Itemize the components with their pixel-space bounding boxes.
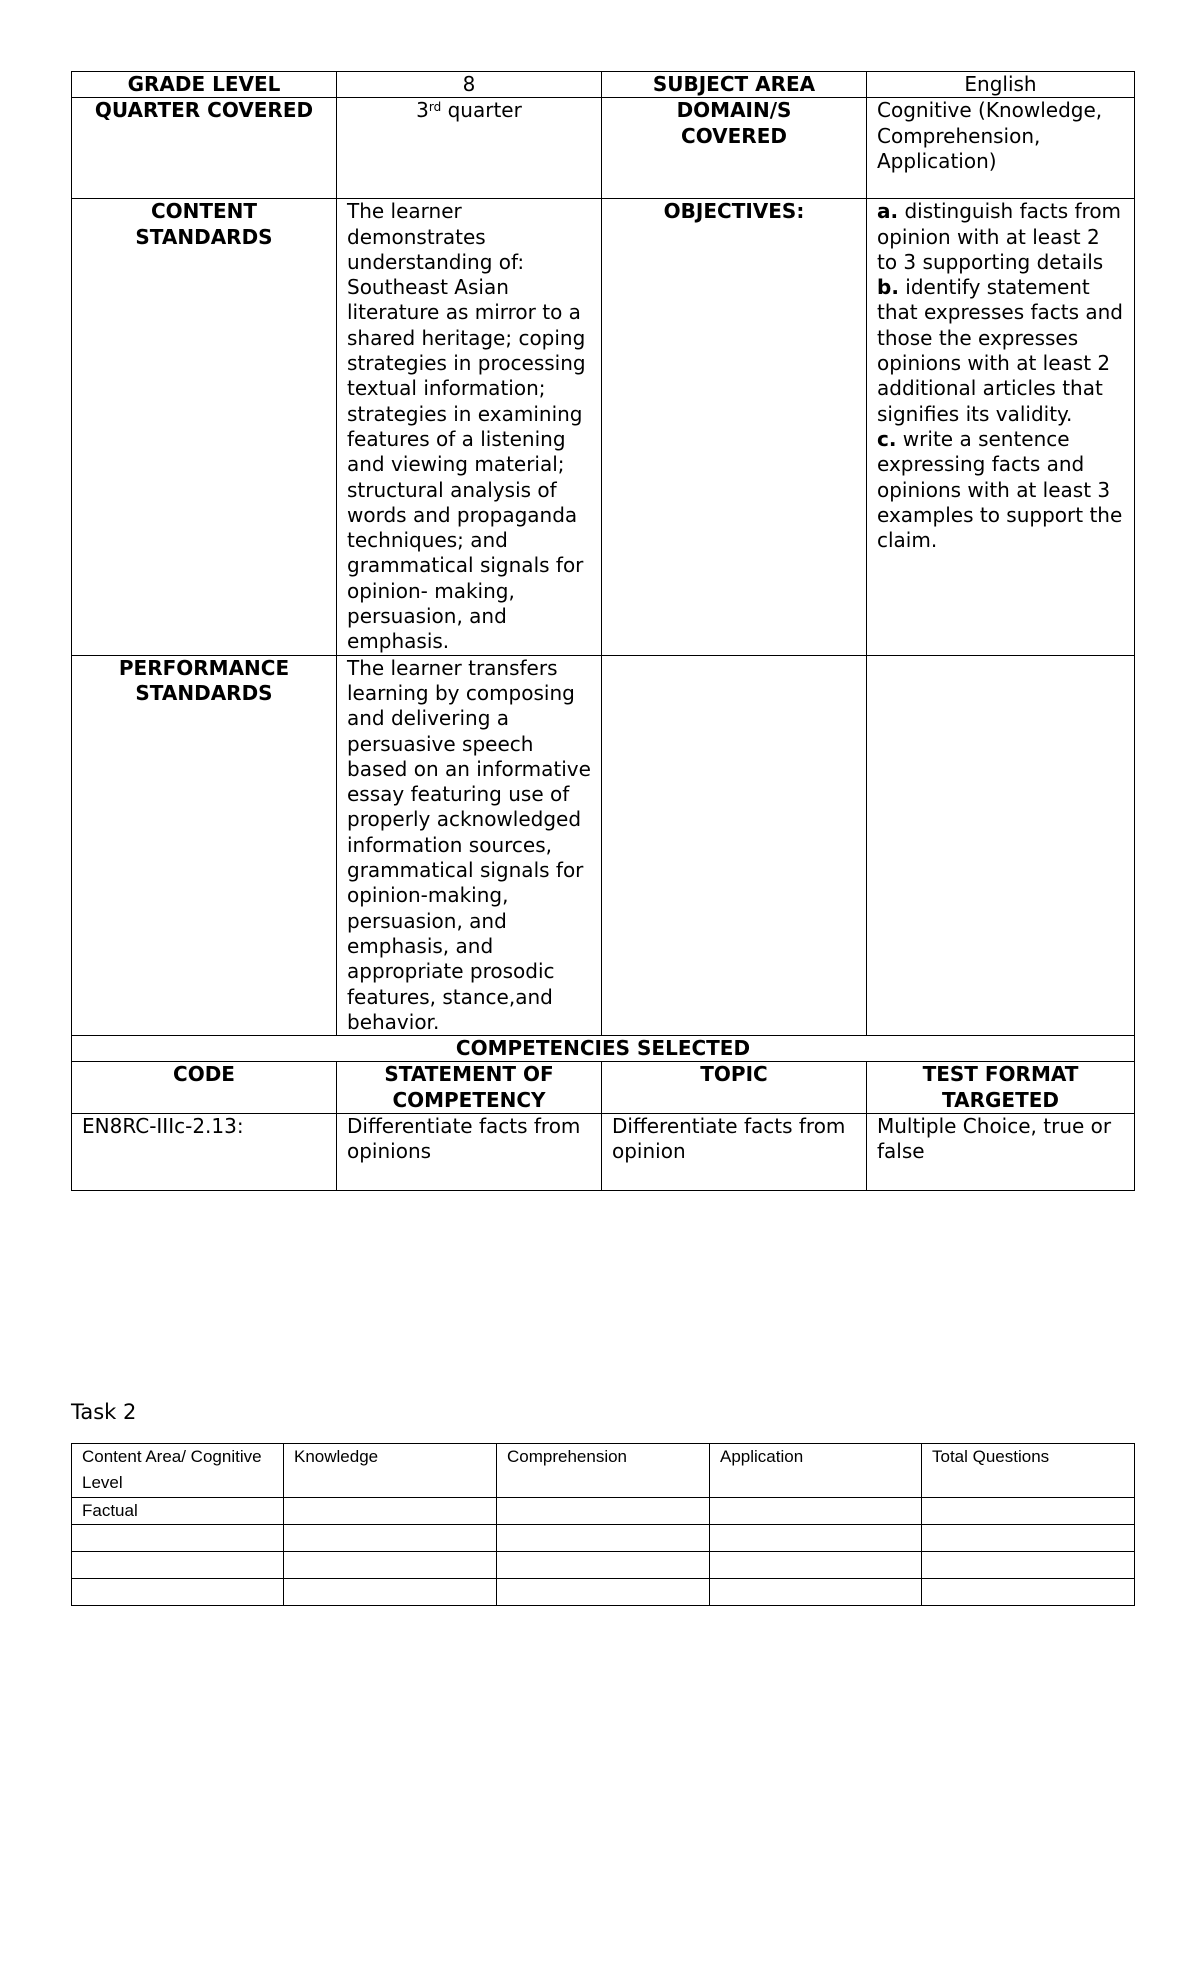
task-cell: Factual <box>72 1498 284 1525</box>
grade-row <box>72 72 1135 98</box>
performance-standards-text: The learner transfers learning by composing and delivering a persuasive speech based on an informative essay featuring use of properly acknowledged information sources, grammatical signals for opinion-making, persuasion, and emphasis, and appropriate prosodic features, stance,and behavior. <box>337 655 602 1035</box>
objective-text: write a sentence expressing facts and opinions with at least 3 examples to support the claim. <box>877 426 1129 553</box>
lesson-info-table <box>71 71 1135 1191</box>
competency-topic: Differentiate facts from opinion <box>602 1113 867 1190</box>
task-cell <box>72 1579 284 1606</box>
grade-level-value: 8 <box>337 72 602 98</box>
competency-code: EN8RC-IIIc-2.13: <box>72 1113 337 1190</box>
performance-standards-row <box>72 655 1135 1035</box>
task-cell <box>710 1552 922 1579</box>
task-table-row <box>72 1525 1135 1552</box>
objective-marker: c. <box>877 426 897 451</box>
objective-text: distinguish facts from opinion with at least 2 to 3 supporting details <box>877 199 1128 274</box>
competency-header-statement: STATEMENT OF COMPETENCY <box>337 1062 602 1114</box>
task-header-knowledge: Knowledge <box>284 1444 497 1498</box>
objective-item-a <box>877 199 1128 275</box>
domains-covered-value: Cognitive (Knowledge, Comprehension, Application) <box>867 98 1135 199</box>
task-header-total-questions: Total Questions <box>922 1444 1135 1498</box>
task-cell <box>284 1579 497 1606</box>
task-cell <box>72 1552 284 1579</box>
competency-statement: Differentiate facts from opinions <box>337 1113 602 1190</box>
competencies-title-row <box>72 1036 1135 1062</box>
objective-item-b <box>877 275 1130 427</box>
task-header-content-area: Content Area/ Cognitive Level <box>72 1444 284 1498</box>
quarter-suffix: rd <box>428 100 442 115</box>
task-cell <box>710 1579 922 1606</box>
task-cell <box>710 1498 922 1525</box>
objectives-list <box>867 199 1135 655</box>
task-cell <box>284 1552 497 1579</box>
task-cell <box>922 1552 1135 1579</box>
task-cell <box>284 1498 497 1525</box>
task-cell <box>710 1525 922 1552</box>
task-cell <box>497 1552 710 1579</box>
task-cell <box>497 1525 710 1552</box>
performance-empty-cell <box>867 655 1135 1035</box>
task-cell <box>922 1579 1135 1606</box>
competency-header-format: TEST FORMAT TARGETED <box>867 1062 1135 1114</box>
competencies-title: COMPETENCIES SELECTED <box>72 1036 1135 1062</box>
performance-standards-label: PERFORMANCE STANDARDS <box>72 655 337 1035</box>
objective-item-c <box>877 426 1129 553</box>
subject-area-value: English <box>867 72 1135 98</box>
task-table-row <box>72 1579 1135 1606</box>
objectives-label: OBJECTIVES: <box>602 199 867 655</box>
competencies-header-row <box>72 1062 1135 1114</box>
task-2-label: Task 2 <box>71 1400 137 1424</box>
quarter-word: quarter <box>441 98 522 123</box>
objective-marker: a. <box>877 199 899 224</box>
content-standards-text: The learner demonstrates understanding of: Southeast Asian literature as mirror to a shared heritage; coping strategies in processing textual information; strategies in examining features of a listening and viewing material; structural analysis of words and propaganda techniques; and grammatical signals for opinion- making, persuasion, and emphasis. <box>337 199 602 655</box>
quarter-covered-value <box>337 98 602 199</box>
grade-level-label: GRADE LEVEL <box>72 72 337 98</box>
task-cell <box>72 1525 284 1552</box>
content-standards-label: CONTENT STANDARDS <box>72 199 337 655</box>
quarter-row <box>72 98 1135 199</box>
competency-test-format: Multiple Choice, true or false <box>867 1113 1135 1190</box>
content-standards-row <box>72 199 1135 655</box>
task-cell <box>497 1579 710 1606</box>
task-table-row <box>72 1552 1135 1579</box>
task-header-comprehension: Comprehension <box>497 1444 710 1498</box>
performance-empty-cell <box>602 655 867 1035</box>
objective-text: identify statement that expresses facts and those the expresses opinions with at least 2 additional articles that signifies its validity. <box>877 275 1130 426</box>
task-cell <box>497 1498 710 1525</box>
task-2-table <box>71 1443 1135 1606</box>
competency-row <box>72 1113 1135 1190</box>
domains-covered-label: DOMAIN/S COVERED <box>602 98 867 199</box>
objective-marker: b. <box>877 275 899 300</box>
competency-header-topic: TOPIC <box>602 1062 867 1114</box>
quarter-covered-label: QUARTER COVERED <box>72 98 337 199</box>
task-cell <box>922 1525 1135 1552</box>
task-cell <box>284 1525 497 1552</box>
competency-header-code: CODE <box>72 1062 337 1114</box>
task-header-application: Application <box>710 1444 922 1498</box>
task-table-row <box>72 1498 1135 1525</box>
task-cell <box>922 1498 1135 1525</box>
task-table-header-row <box>72 1444 1135 1498</box>
quarter-number: 3 <box>416 98 429 123</box>
subject-area-label: SUBJECT AREA <box>602 72 867 98</box>
